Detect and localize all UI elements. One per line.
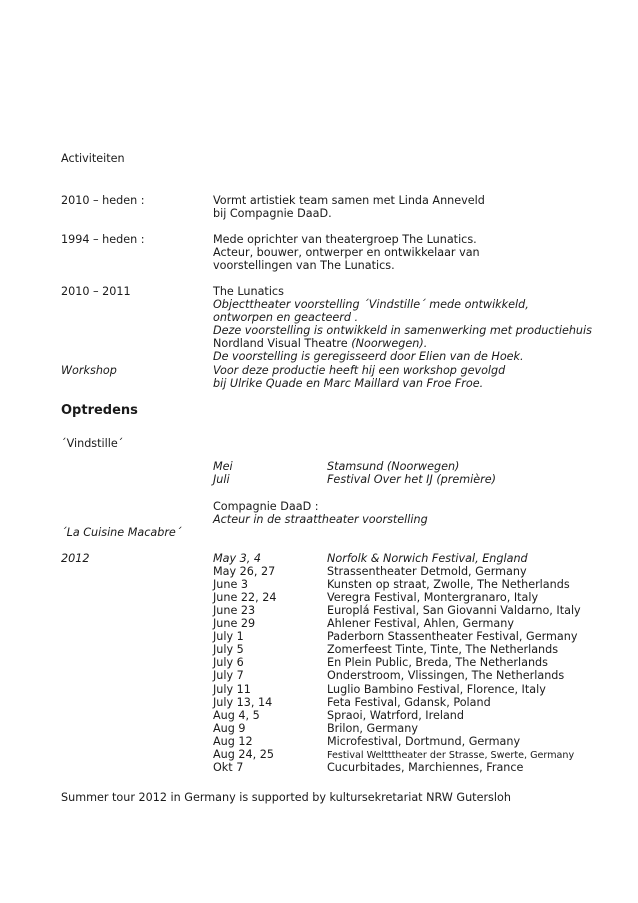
tour-date: May 3, 4: [213, 552, 262, 565]
tour-venue: Festival Weltttheater der Strasse, Swerte, Germany: [327, 750, 575, 761]
tour-date: June 29: [213, 617, 256, 630]
tour-date: Okt 7: [213, 761, 244, 774]
tour-venue: Spraoi, Watrford, Ireland: [327, 709, 465, 722]
activity-line: [213, 337, 427, 350]
tour-venue: Onderstroom, Vlissingen, The Netherlands: [327, 669, 565, 682]
tour-venue: Zomerfeest Tinte, Tinte, The Netherlands: [327, 643, 559, 656]
performance-date: Mei: [213, 460, 233, 473]
period-label: 2010 – 2011: [61, 285, 131, 298]
activity-line: Vormt artistiek team samen met Linda Anneveld: [213, 194, 485, 207]
tour-date: July 11: [213, 683, 251, 696]
tour-date: Aug 9: [213, 722, 246, 735]
footer-note: Summer tour 2012 in Germany is supported by kultursekretariat NRW Gutersloh: [61, 791, 511, 804]
company-line: Compagnie DaaD :: [213, 500, 319, 513]
period-label: 1994 – heden :: [61, 233, 145, 246]
tour-date: July 13, 14: [213, 696, 273, 709]
section-title-activiteiten: Activiteiten: [61, 152, 125, 165]
performance-venue: Stamsund (Noorwegen): [327, 460, 460, 473]
activity-line: voorstellingen van The Lunatics.: [213, 259, 395, 272]
activity-line: bij Ulrike Quade en Marc Maillard van Froe Froe.: [213, 377, 484, 390]
activity-line-part: Nordland Visual Theatre: [213, 337, 352, 350]
tour-venue: Feta Festival, Gdansk, Poland: [327, 696, 491, 709]
tour-year: 2012: [61, 552, 90, 565]
activity-line: Deze voorstelling is ontwikkeld in samenwerking met productiehuis: [213, 324, 592, 337]
tour-venue: Luglio Bambino Festival, Florence, Italy: [327, 683, 546, 696]
tour-date: Aug 4, 5: [213, 709, 260, 722]
show-title-cuisine: ´La Cuisine Macabre´: [61, 526, 182, 539]
tour-date: June 23: [213, 604, 256, 617]
section-title-optredens: Optredens: [61, 403, 138, 418]
tour-date: July 5: [213, 643, 244, 656]
activity-line: The Lunatics: [213, 285, 284, 298]
activity-line: Mede oprichter van theatergroep The Lunatics.: [213, 233, 477, 246]
tour-venue: Paderborn Stassentheater Festival, Germany: [327, 630, 578, 643]
tour-venue: Microfestival, Dortmund, Germany: [327, 735, 521, 748]
tour-date: July 1: [213, 630, 244, 643]
tour-date: May 26, 27: [213, 565, 276, 578]
tour-venue: Cucurbitades, Marchiennes, France: [327, 761, 524, 774]
activity-line: Voor deze productie heeft hij een workshop gevolgd: [213, 364, 506, 377]
tour-venue: En Plein Public, Breda, The Netherlands: [327, 656, 548, 669]
tour-venue: Strassentheater Detmold, Germany: [327, 565, 527, 578]
tour-venue: Ahlener Festival, Ahlen, Germany: [327, 617, 514, 630]
tour-venue: Brilon, Germany: [327, 722, 418, 735]
tour-venue: Europlá Festival, San Giovanni Valdarno, Italy: [327, 604, 581, 617]
activity-line: De voorstelling is geregisseerd door Elien van de Hoek.: [213, 350, 524, 363]
tour-date: July 7: [213, 669, 244, 682]
company-role: Acteur in de straattheater voorstelling: [213, 513, 428, 526]
tour-date: July 6: [213, 656, 244, 669]
performance-venue: Festival Over het IJ (première): [327, 473, 497, 486]
show-title-vindstille: ´Vindstille´: [61, 437, 124, 450]
activity-line: bij Compagnie DaaD.: [213, 207, 332, 220]
tour-date: June 3: [213, 578, 249, 591]
tour-venue: Veregra Festival, Montergranaro, Italy: [327, 591, 539, 604]
tour-venue: Kunsten op straat, Zwolle, The Netherlands: [327, 578, 570, 591]
tour-date: June 22, 24: [213, 591, 277, 604]
period-label: 2010 – heden :: [61, 194, 145, 207]
tour-date: Aug 24, 25: [213, 748, 274, 761]
tour-venue: Norfolk & Norwich Festival, England: [327, 552, 528, 565]
activity-line: ontworpen en geacteerd .: [213, 311, 359, 324]
performance-date: Juli: [213, 473, 230, 486]
workshop-label: Workshop: [61, 364, 117, 377]
tour-date: Aug 12: [213, 735, 253, 748]
activity-line: Objecttheater voorstelling ´Vindstille´ mede ontwikkeld,: [213, 298, 529, 311]
activity-line-part: (Noorwegen).: [351, 337, 428, 350]
activity-line: Acteur, bouwer, ontwerper en ontwikkelaar van: [213, 246, 480, 259]
